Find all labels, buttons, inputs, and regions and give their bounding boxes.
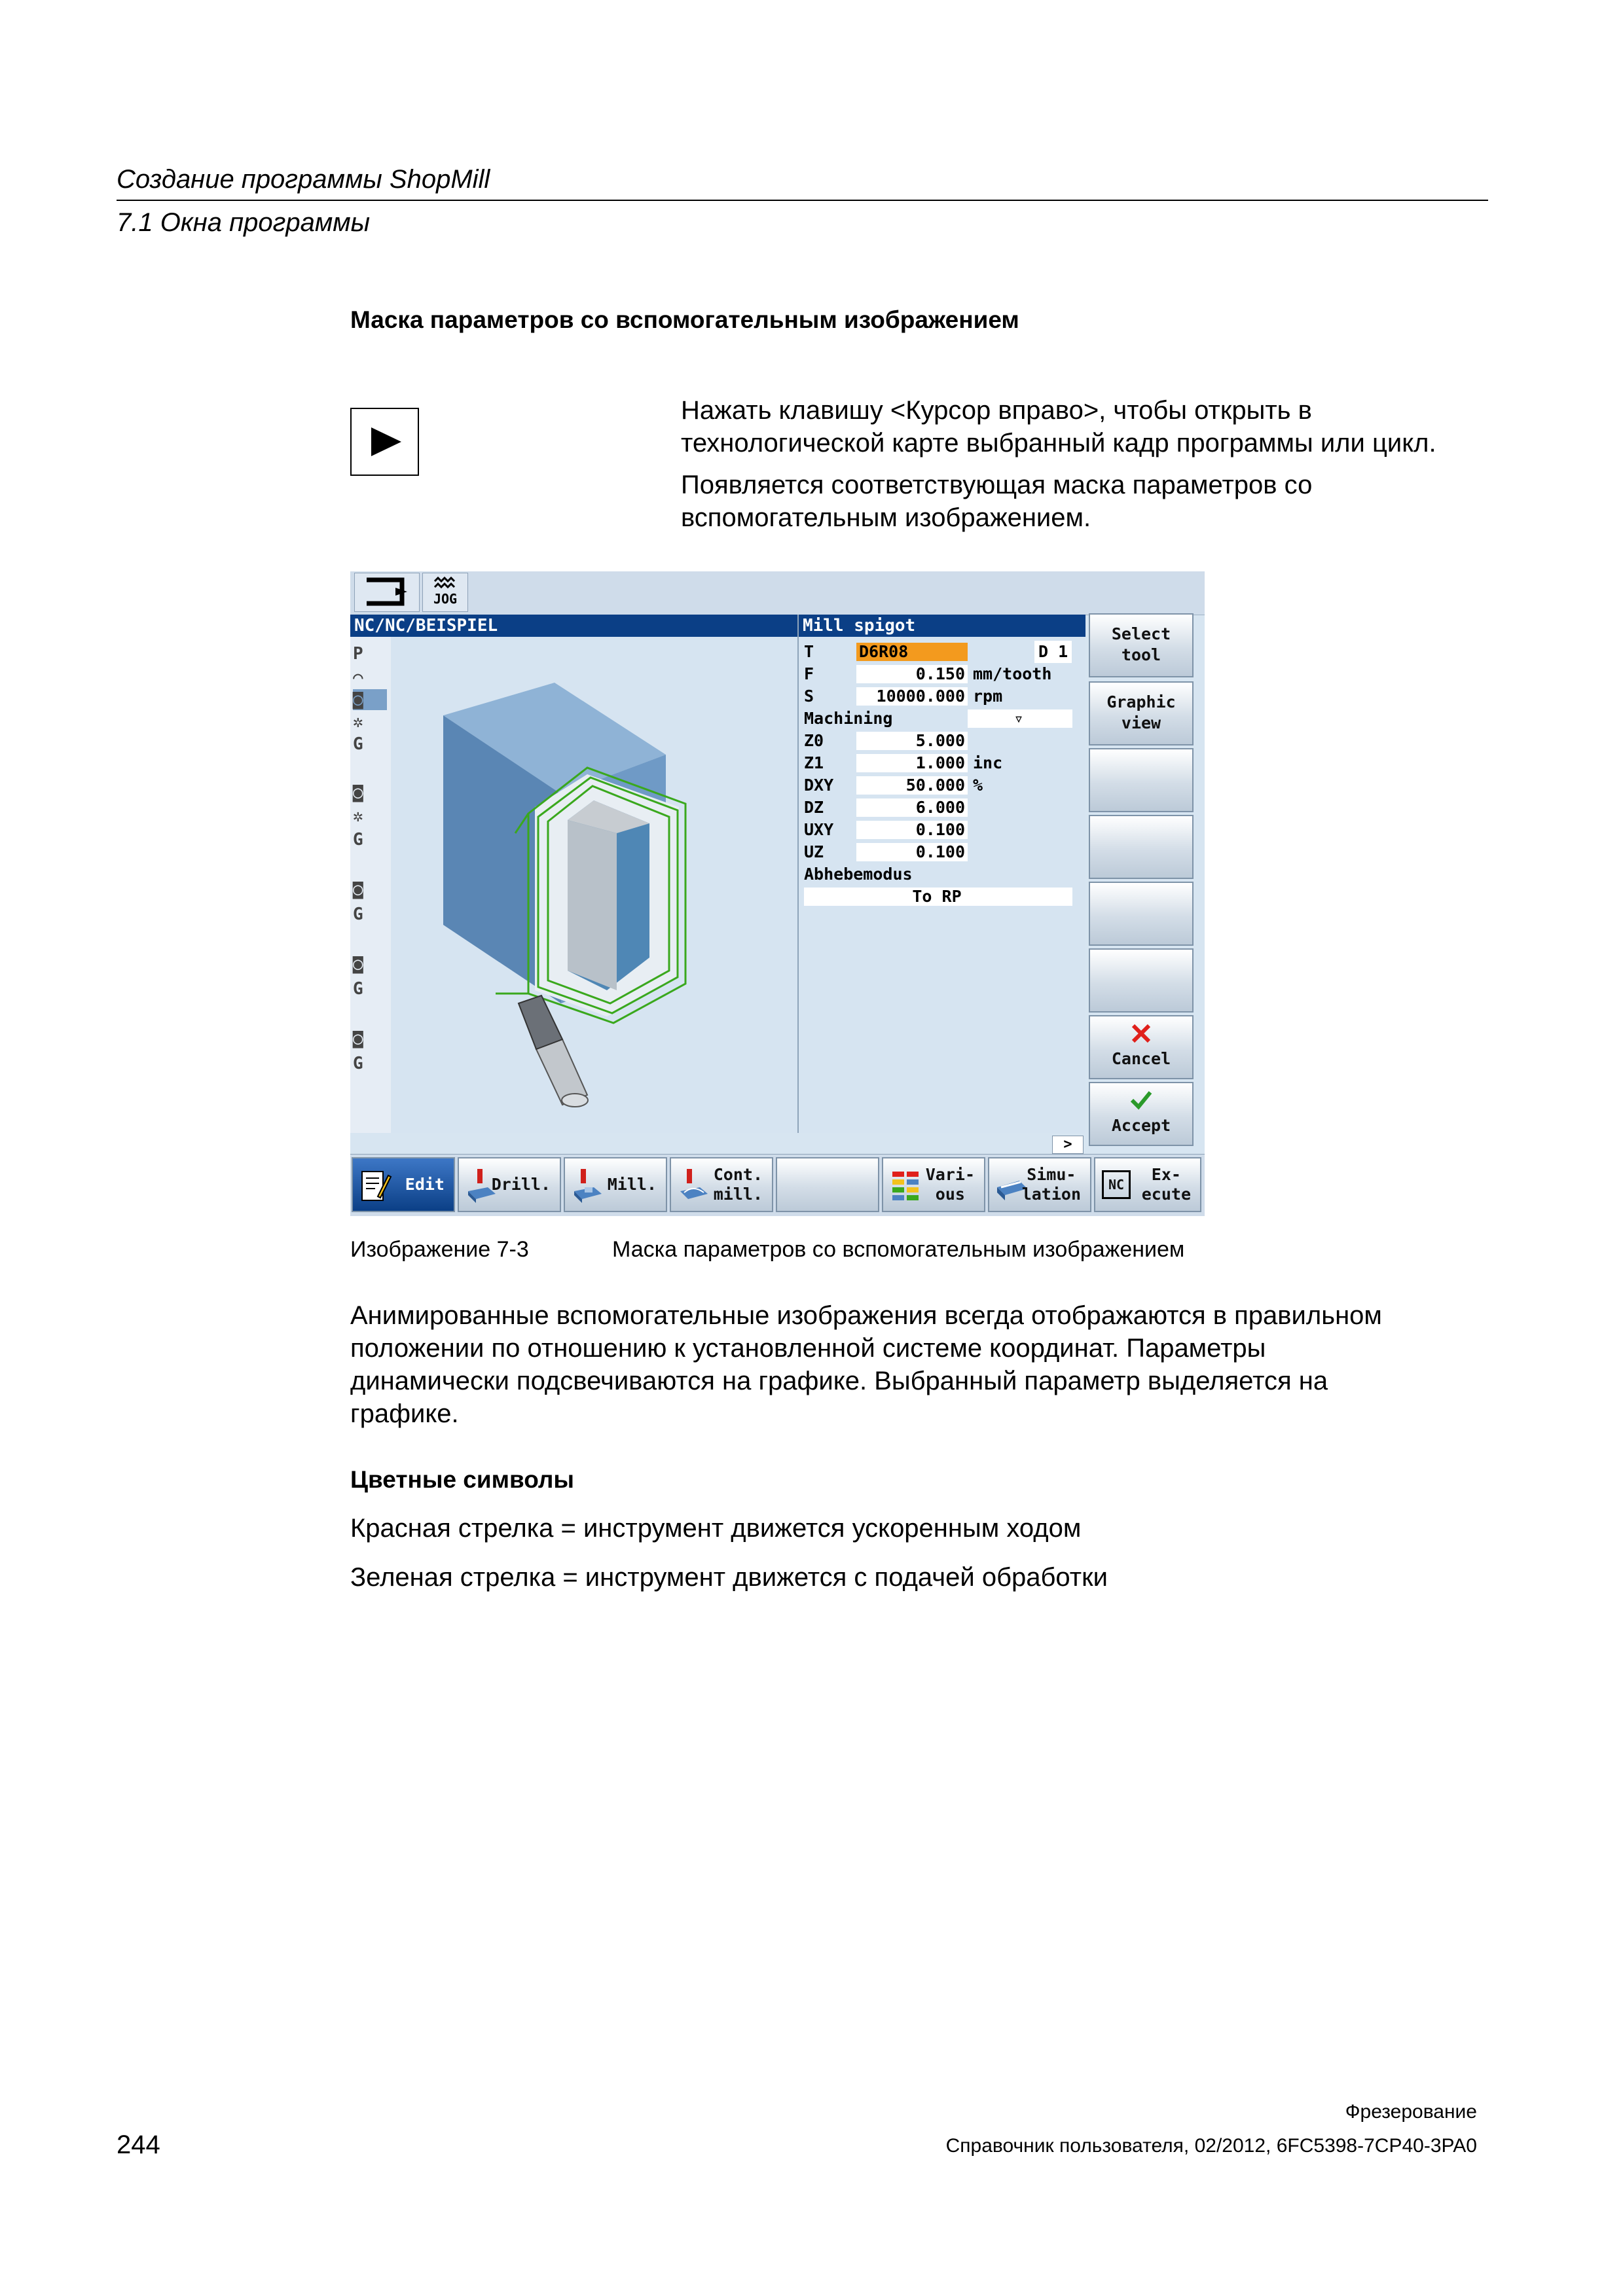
cancel-button[interactable] [1089,1015,1194,1079]
execute-label [1142,1158,1191,1211]
param-value-field[interactable]: 1.000 [856,754,968,772]
various-label-line: ous [935,1185,965,1204]
param-label: S [804,687,814,706]
empty-bottom-softkey[interactable] [776,1157,879,1212]
mill-button[interactable] [564,1157,667,1212]
edit-label: Edit [405,1175,445,1194]
figure-number: Изображение 7-3 [350,1237,529,1262]
header-rule [117,200,1488,201]
program-block-list[interactable] [350,637,392,1133]
param-label: T [804,642,814,661]
g-code-icon[interactable]: G [353,734,363,754]
program-arrow-icon [355,573,419,610]
simulation-label-line: Simu- [1027,1165,1076,1184]
figure-caption: Маска параметров со вспомогательным изображением [612,1237,1185,1262]
softkey-label: Select [1111,624,1171,643]
param-value-field[interactable]: ▿ [968,709,1072,728]
various-label [926,1158,975,1211]
g-code-icon[interactable]: G [353,1054,363,1073]
section-heading: Маска параметров со вспомогательным изображением [350,306,1019,333]
program-header-icon[interactable]: P [353,644,363,664]
cancel-x-icon [1128,1022,1154,1045]
g-code-icon[interactable]: G [353,979,363,999]
g-code-icon[interactable]: G [353,905,363,924]
paragraph-line: Анимированные вспомогательные изображения всегда отображаются в правильном [350,1301,1382,1330]
param-unit: inc [973,753,1003,772]
shopmill-screenshot [350,571,1205,1216]
jog-label: JOG [433,591,458,607]
param-unit: mm/tooth [973,664,1052,683]
param-row [804,797,1079,819]
play-right-triangle-icon [352,409,418,475]
simulation-label-line: lation [1021,1185,1081,1204]
contour-mill-label-line: Cont. [713,1165,763,1184]
mill-icon [572,1168,604,1204]
param-row [804,774,1079,797]
param-value-field[interactable]: 0.150 [856,665,968,683]
param-label: UZ [804,842,824,861]
gear-icon[interactable]: ✲ [353,806,363,826]
param-value-field[interactable]: 0.100 [856,821,968,839]
param-value-field[interactable]: To RP [804,888,1072,906]
select-tool-button[interactable] [1089,613,1194,677]
graphic-view-button[interactable] [1089,681,1194,745]
animation-paragraph [350,1299,1382,1430]
jog-mode-button[interactable] [422,573,468,612]
edit-button[interactable] [352,1157,455,1212]
param-row [804,641,1079,663]
simulation-button[interactable] [988,1157,1091,1212]
paragraph-line: графике. [350,1399,459,1428]
chapter-title: Создание программы ShopMill [117,165,490,194]
param-label: Z0 [804,731,824,750]
green-arrow-text: Зеленая стрелка = инструмент движется с подачей обработки [350,1563,1108,1592]
param-unit: rpm [973,687,1003,706]
param-row [804,886,1079,908]
intro-line: вспомогательным изображением. [681,503,1091,532]
jog-wave-icon [432,576,458,590]
intro-text [681,394,1436,534]
param-label: UXY [804,820,834,839]
various-label-line: Vari- [925,1165,975,1184]
softkey-label: view [1121,713,1161,732]
execute-label-line: ecute [1141,1185,1191,1204]
param-label: Machining [804,709,893,728]
param-label: F [804,664,814,683]
nc-badge-icon: NC [1102,1170,1131,1199]
color-symbols-heading: Цветные символы [350,1466,575,1493]
intro-line: технологической карте выбранный кадр программы или цикл. [681,429,1436,457]
contour-mill-icon [678,1168,710,1204]
param-unit: D 1 [1034,641,1072,663]
spigot-illustration [391,637,797,1133]
mode-bar [350,571,1205,615]
program-panel [350,615,797,1133]
contour-block-icon[interactable]: ◙ [353,1029,363,1049]
accept-button[interactable] [1089,1082,1194,1146]
various-button[interactable] [882,1157,985,1212]
paragraph-line: динамически подсвечиваются на графике. Выбранный параметр выделяется на [350,1367,1328,1395]
drill-button[interactable] [458,1157,561,1212]
cycle-title: Mill spigot [799,615,1085,637]
section-title: 7.1 Окна программы [117,208,371,237]
param-row [804,685,1079,708]
drill-label: Drill. [491,1175,551,1194]
contour-mill-button[interactable] [670,1157,773,1212]
footer-manual: Справочник пользователя, 02/2012, 6FC5398-7CP40-3PA0 [945,2135,1477,2157]
param-label: DXY [804,776,834,795]
accept-check-icon [1128,1088,1154,1112]
contour-block-icon[interactable]: ◙ [353,880,363,899]
mill-spigot-block-icon[interactable]: ◙ [353,689,387,710]
param-value-field[interactable]: 6.000 [856,798,968,817]
parameter-form [797,615,1085,1133]
intro-line: Нажать клавишу <Курсор вправо>, чтобы открыть в [681,396,1312,425]
param-row [804,663,1079,685]
contour-block-icon[interactable]: ◙ [353,954,363,974]
horizontal-softkeys [350,1154,1205,1216]
param-label: DZ [804,798,824,817]
softkey-label: Cancel [1111,1049,1171,1068]
cursor-right-key [350,408,419,476]
gear-icon[interactable]: ✲ [353,712,363,732]
param-row [804,863,1079,886]
contour-mill-label-line: mill. [713,1185,763,1204]
softkey-label: tool [1121,645,1161,664]
param-row [804,730,1079,752]
param-unit: % [973,776,983,795]
page-number: 244 [117,2130,160,2159]
contour-icon[interactable]: ⌒ [353,668,363,687]
param-label: Z1 [804,753,824,772]
softkey-label: Graphic [1106,692,1176,711]
empty-softkey[interactable] [1089,882,1194,946]
param-row [804,819,1079,841]
edit-pencil-icon [359,1168,392,1204]
mill-label: Mill. [607,1175,657,1194]
param-label: Abhebemodus [804,865,913,884]
execute-button[interactable] [1094,1157,1201,1212]
param-value-field[interactable]: 0.100 [856,843,968,861]
param-value-field[interactable]: 50.000 [856,776,968,795]
empty-softkey[interactable] [1089,948,1194,1013]
footer-topic: Фрезерование [1345,2101,1477,2123]
red-arrow-text: Красная стрелка = инструмент движется ускоренным ходом [350,1514,1082,1543]
paragraph-line: положении по отношению к установленной системе координат. Параметры [350,1334,1266,1363]
param-value-field[interactable]: D6R08 [856,643,968,661]
param-row [804,752,1079,774]
more-softkeys-arrow[interactable]: > [1052,1136,1084,1154]
g-code-icon[interactable]: G [353,830,363,850]
param-value-field[interactable]: 5.000 [856,732,968,750]
intro-line: Появляется соответствующая маска параметров со [681,471,1313,499]
param-value-field[interactable]: 10000.000 [856,687,968,706]
execute-label-line: Ex- [1151,1165,1181,1184]
simulation-label [1022,1158,1081,1211]
contour-mill-label [714,1158,763,1211]
various-bars-icon [890,1168,922,1204]
empty-softkey[interactable] [1089,748,1194,812]
param-row [804,708,1079,730]
program-mode-button[interactable] [354,573,420,612]
program-title: NC/NC/BEISPIEL [350,615,797,637]
param-row [804,841,1079,863]
softkey-label: Accept [1111,1116,1171,1135]
vertical-softkeys [1089,615,1201,1133]
help-graphic [391,637,797,1133]
contour-block-icon[interactable]: ◙ [353,783,363,802]
empty-softkey[interactable] [1089,815,1194,879]
